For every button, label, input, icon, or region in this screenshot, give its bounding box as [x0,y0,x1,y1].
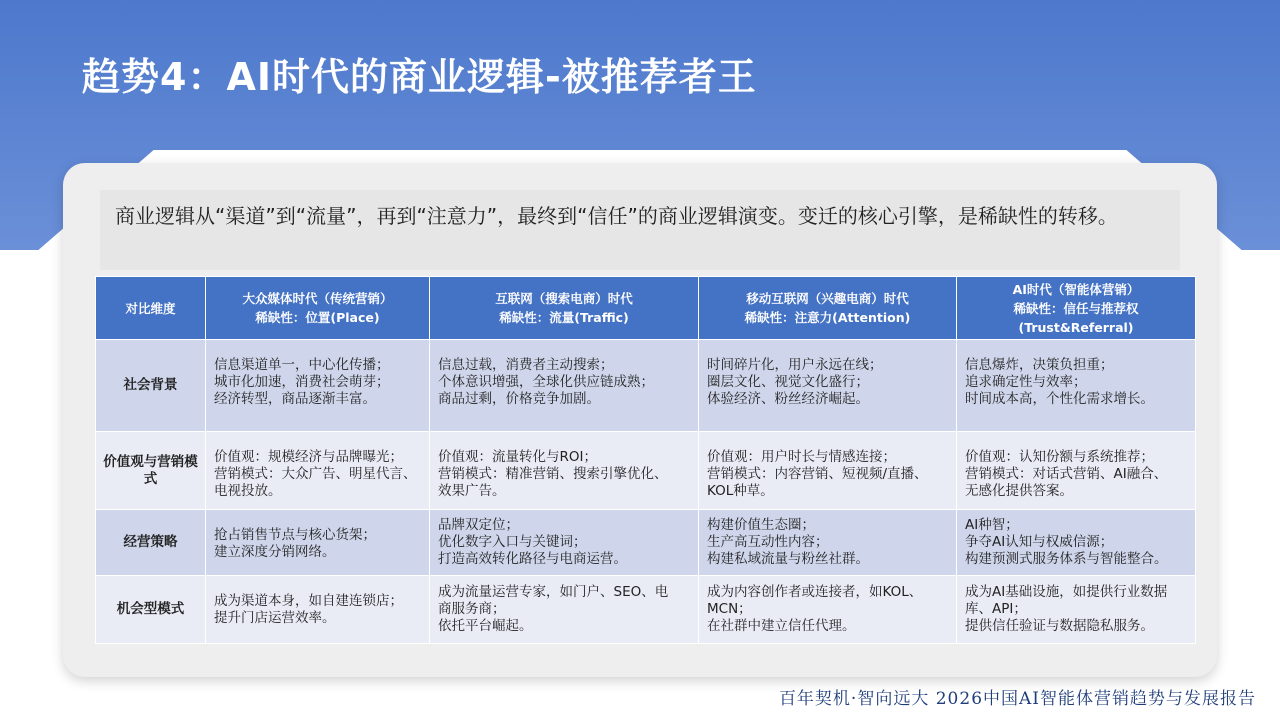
table-cell: 信息爆炸，决策负担重； 追求确定性与效率； 时间成本高，个性化需求增长。 [957,340,1196,432]
row-dimension: 社会背景 [96,340,206,432]
table-header-row [96,277,1196,340]
header-dimension: 对比维度 [96,277,206,340]
table-row [96,510,1196,576]
table-cell: 价值观：用户时长与情感连接； 营销模式：内容营销、短视频/直播、 KOL种草。 [699,432,957,510]
header-mobile-era: 移动互联网（兴趣电商）时代 稀缺性：注意力(Attention) [699,277,957,340]
table-cell: 价值观：流量转化与ROI； 营销模式：精准营销、搜索引擎优化、 效果广告。 [430,432,699,510]
row-dimension: 经营策略 [96,510,206,576]
table-cell: 品牌双定位； 优化数字入口与关键词； 打造高效转化路径与电商运营。 [430,510,699,576]
table-cell: 时间碎片化，用户永远在线； 圈层文化、视觉文化盛行； 体验经济、粉丝经济崛起。 [699,340,957,432]
slide-title: 趋势4：AI时代的商业逻辑-被推荐者王 [82,55,757,99]
report-footer: 百年契机·智向远大 2026中国AI智能体营销趋势与发展报告 [778,689,1256,709]
header-mass-media-era: 大众媒体时代（传统营销） 稀缺性：位置(Place) [206,277,430,340]
table-cell: 成为流量运营专家，如门户、SEO、电 商服务商； 依托平台崛起。 [430,576,699,644]
table-cell: 价值观：认知份额与系统推荐； 营销模式：对话式营销、AI融合、 无感化提供答案。 [957,432,1196,510]
table-row [96,340,1196,432]
table-cell: AI种智； 争夺AI认知与权威信源； 构建预测式服务体系与智能整合。 [957,510,1196,576]
table-cell: 信息渠道单一，中心化传播； 城市化加速，消费社会萌芽； 经济转型，商品逐渐丰富。 [206,340,430,432]
row-dimension: 价值观与营销模式 [96,432,206,510]
table-cell: 抢占销售节点与核心货架； 建立深度分销网络。 [206,510,430,576]
table-cell: 构建价值生态圈； 生产高互动性内容； 构建私域流量与粉丝社群。 [699,510,957,576]
table-cell: 信息过载，消费者主动搜索； 个体意识增强，全球化供应链成熟； 商品过剩，价格竞争加剧。 [430,340,699,432]
table-cell: 成为内容创作者或连接者，如KOL、 MCN； 在社群中建立信任代理。 [699,576,957,644]
comparison-table [95,276,1196,644]
table-cell: 成为AI基础设施，如提供行业数据 库、API； 提供信任验证与数据隐私服务。 [957,576,1196,644]
row-dimension: 机会型模式 [96,576,206,644]
header-ai-era: AI时代（智能体营销） 稀缺性：信任与推荐权 (Trust&Referral) [957,277,1196,340]
table-cell: 价值观：规模经济与品牌曝光； 营销模式：大众广告、明星代言、 电视投放。 [206,432,430,510]
table-row [96,432,1196,510]
table-cell: 成为渠道本身，如自建连锁店； 提升门店运营效率。 [206,576,430,644]
header-internet-era: 互联网（搜索电商）时代 稀缺性：流量(Traffic) [430,277,699,340]
table-row [96,576,1196,644]
intro-text: 商业逻辑从“渠道”到“流量”，再到“注意力”，最终到“信任”的商业逻辑演变。变迁的核心引擎，是稀缺性的转移。 [115,204,1118,228]
